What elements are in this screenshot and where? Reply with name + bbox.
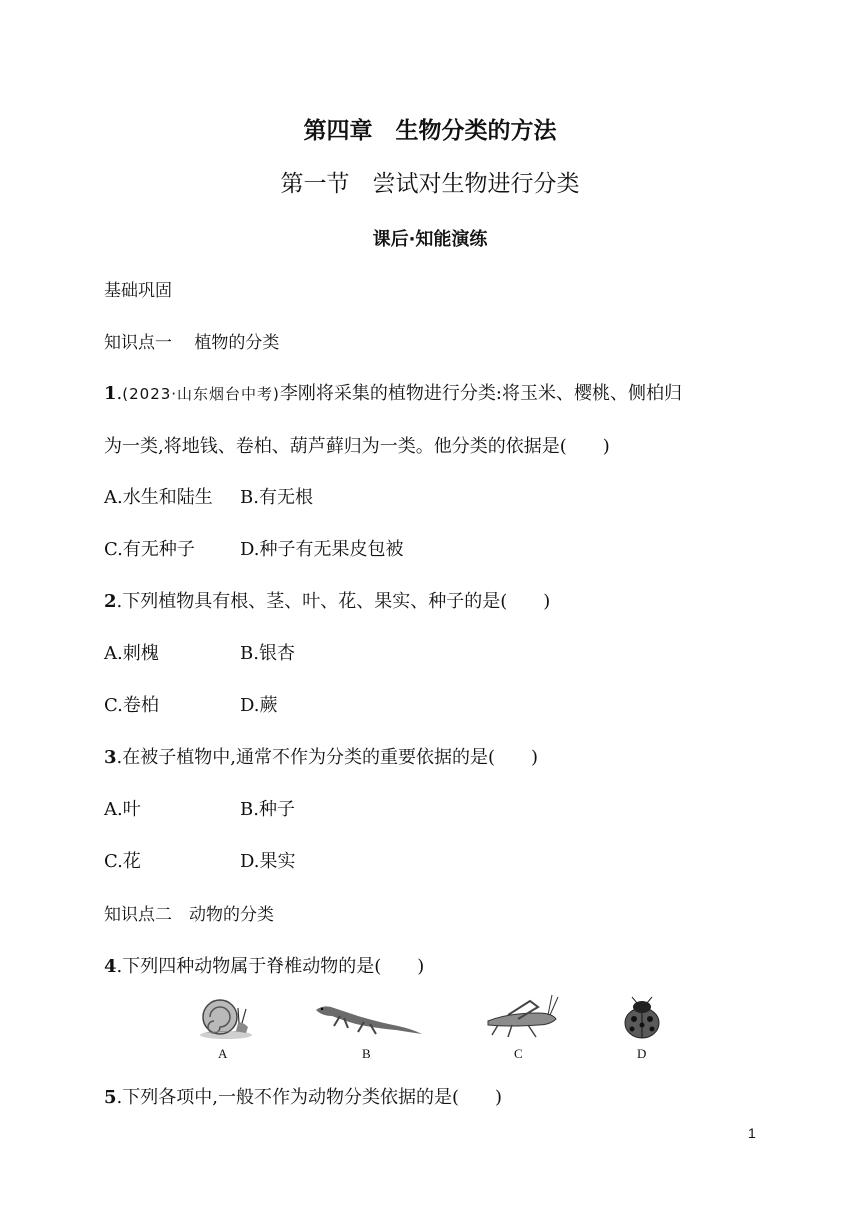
picture-label-a: A xyxy=(218,1046,228,1061)
question-text: .下列各项中,一般不作为动物分类依据的是( ) xyxy=(116,1087,503,1108)
option-c: C.卷柏 xyxy=(104,695,159,716)
option-a: A.叶 xyxy=(104,799,141,820)
option-b: B.种子 xyxy=(240,799,295,820)
knowledge-point-1: 知识点一 植物的分类 xyxy=(104,333,280,353)
question-text: .下列四种动物属于脊椎动物的是( ) xyxy=(116,956,425,977)
section-title: 第一节 尝试对生物进行分类 xyxy=(280,171,580,197)
question-4 xyxy=(104,952,424,978)
question-text: .下列植物具有根、茎、叶、花、果实、种子的是( ) xyxy=(116,591,551,612)
option-b: B.有无根 xyxy=(240,487,313,508)
question-number: 1 xyxy=(104,383,117,404)
question-number: 3 xyxy=(104,747,117,768)
question-2 xyxy=(104,587,550,613)
option-d: D.种子有无果皮包被 xyxy=(240,539,404,560)
option-a: A.水生和陆生 xyxy=(104,487,213,508)
picture-label-d: D xyxy=(637,1046,647,1061)
question-1-line-2: 为一类,将地钱、卷柏、葫芦藓归为一类。他分类的依据是( ) xyxy=(104,436,610,457)
option-b: B.银杏 xyxy=(240,643,295,664)
ladybug-icon xyxy=(618,995,666,1041)
question-3 xyxy=(104,743,538,769)
page-number: 1 xyxy=(748,1125,756,1141)
exercise-subtitle: 课后·知能演练 xyxy=(372,229,488,250)
question-number: 5 xyxy=(104,1087,117,1108)
part-title: 基础巩固 xyxy=(104,281,172,301)
picture-label-c: C xyxy=(514,1046,523,1061)
option-c: C.花 xyxy=(104,851,141,872)
grasshopper-icon xyxy=(478,993,562,1039)
snail-icon xyxy=(196,993,254,1041)
question-text: .在被子植物中,通常不作为分类的重要依据的是( ) xyxy=(116,747,539,768)
picture-label-b: B xyxy=(362,1046,371,1061)
question-text: 李刚将采集的植物进行分类:将玉米、樱桃、侧柏归 xyxy=(279,383,682,404)
option-c: C.有无种子 xyxy=(104,539,195,560)
option-d: D.蕨 xyxy=(240,695,278,716)
knowledge-point-2: 知识点二 动物的分类 xyxy=(104,905,274,925)
question-5 xyxy=(104,1083,502,1109)
chapter-title: 第四章 生物分类的方法 xyxy=(303,118,557,144)
question-1-line-1: 1.(2023·山东烟台中考)李刚将采集的植物进行分类:将玉米、樱桃、侧柏归 xyxy=(104,383,682,404)
lizard-icon xyxy=(312,996,424,1038)
option-a: A.刺槐 xyxy=(104,643,159,664)
option-d: D.果实 xyxy=(240,851,296,872)
question-source: (2023·山东烟台中考) xyxy=(122,385,280,403)
question-number: 4 xyxy=(104,956,117,977)
question-number: 2 xyxy=(104,591,117,612)
